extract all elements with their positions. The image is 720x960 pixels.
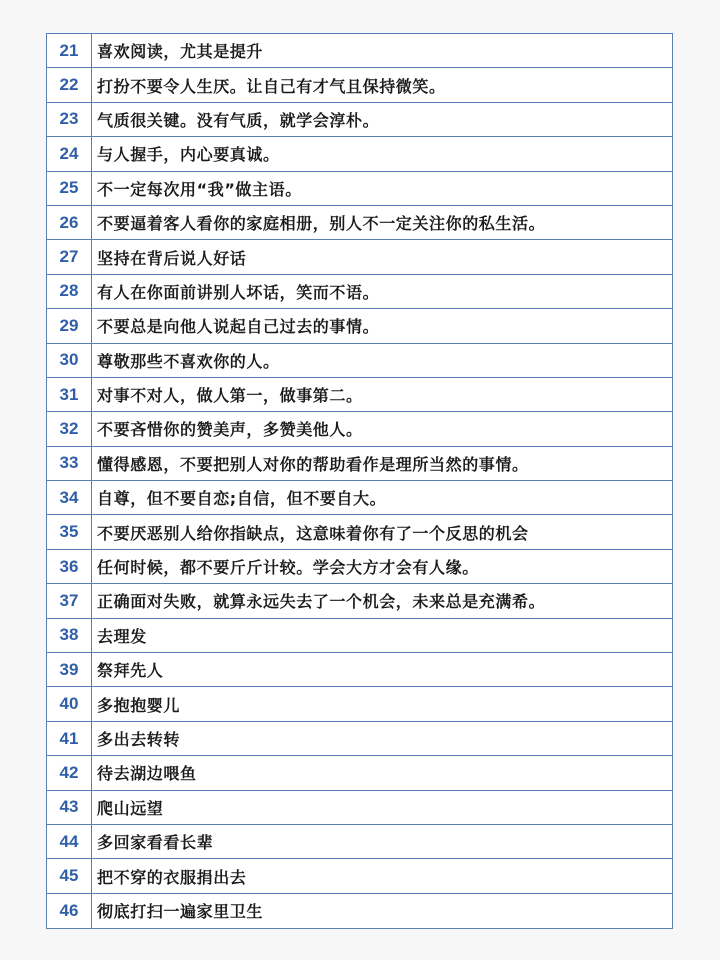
table-row [47, 653, 672, 687]
row-number: 44 [47, 825, 92, 858]
row-number: 33 [47, 447, 92, 480]
table-row [47, 68, 672, 102]
table-row [47, 722, 672, 756]
row-text: 气质很关键。没有气质，就学会淳朴。 [97, 110, 380, 130]
row-number: 26 [47, 206, 92, 239]
row-text: 正确面对失败，就算永远失去了一个机会，未来总是充满希。 [97, 592, 546, 612]
row-text: 打扮不要令人生厌。让自己有才气且保持微笑。 [97, 76, 446, 96]
row-text: 有人在你面前讲别人坏话，笑而不语。 [97, 282, 380, 302]
table-row [47, 137, 672, 171]
row-number: 41 [47, 722, 92, 755]
row-number: 40 [47, 687, 92, 720]
table-row [47, 275, 672, 309]
table-row [47, 378, 672, 412]
row-text: 不要总是向他人说起自己过去的事情。 [97, 317, 380, 337]
row-number: 31 [47, 378, 92, 411]
table-row [47, 206, 672, 240]
row-text: 任何时候，都不要斤斤计较。学会大方才会有人缘。 [97, 558, 479, 578]
table-row [47, 756, 672, 790]
row-text: 爬山远望 [97, 798, 164, 818]
row-number: 42 [47, 756, 92, 789]
row-text: 多回家看看长辈 [97, 833, 214, 853]
row-number: 32 [47, 412, 92, 445]
row-text: 祭拜先人 [97, 661, 164, 681]
table-row [47, 859, 672, 893]
table-row [47, 34, 672, 68]
row-number: 37 [47, 584, 92, 617]
row-text: 不要逼着客人看你的家庭相册，别人不一定关注你的私生活。 [97, 214, 546, 234]
row-number: 29 [47, 309, 92, 342]
table-row [47, 791, 672, 825]
table-row [47, 687, 672, 721]
table-row [47, 894, 672, 928]
table-row [47, 240, 672, 274]
list-table [46, 33, 673, 929]
row-number: 23 [47, 103, 92, 136]
row-text: 把不穿的衣服捐出去 [97, 867, 247, 887]
row-text: 彻底打扫一遍家里卫生 [97, 902, 264, 922]
table-row [47, 447, 672, 481]
row-number: 21 [47, 34, 92, 67]
row-text: 待去湖边喂鱼 [97, 764, 197, 784]
row-text: 不要吝惜你的赞美声，多赞美他人。 [97, 420, 363, 440]
table-row [47, 103, 672, 137]
row-text: 不一定每次用“我”做主语。 [97, 179, 302, 199]
row-number: 38 [47, 619, 92, 652]
table-row [47, 412, 672, 446]
row-text: 自尊，但不要自恋;自信，但不要自大。 [97, 489, 387, 509]
table-row [47, 584, 672, 618]
row-text: 坚持在背后说人好话 [97, 248, 247, 268]
table-row [47, 481, 672, 515]
table-row [47, 619, 672, 653]
row-text: 喜欢阅读，尤其是提升 [97, 42, 264, 62]
table-row [47, 344, 672, 378]
row-text: 多出去转转 [97, 730, 181, 749]
row-text: 与人握手，内心要真诚。 [97, 145, 280, 165]
table-row [47, 550, 672, 584]
row-text: 懂得感恩，不要把别人对你的帮助看作是理所当然的事情。 [97, 454, 529, 474]
row-number: 39 [47, 653, 92, 686]
row-number: 43 [47, 791, 92, 824]
row-number: 28 [47, 275, 92, 308]
table-row [47, 172, 672, 206]
table-row [47, 309, 672, 343]
row-number: 36 [47, 550, 92, 583]
row-number: 25 [47, 172, 92, 205]
row-number: 22 [47, 68, 92, 101]
row-text: 多抱抱婴儿 [97, 695, 181, 715]
row-number: 46 [47, 894, 92, 928]
row-text: 对事不对人，做人第一，做事第二。 [97, 386, 363, 406]
table-row [47, 515, 672, 549]
row-number: 45 [47, 859, 92, 892]
row-number: 24 [47, 137, 92, 170]
row-number: 35 [47, 515, 92, 548]
row-number: 34 [47, 481, 92, 514]
row-number: 30 [47, 344, 92, 377]
table-row [47, 825, 672, 859]
row-text: 不要厌恶别人给你指缺点，这意味着你有了一个反思的机会 [97, 523, 529, 543]
row-text: 去理发 [97, 626, 147, 646]
row-number: 27 [47, 240, 92, 273]
row-text: 尊敬那些不喜欢你的人。 [97, 351, 280, 371]
